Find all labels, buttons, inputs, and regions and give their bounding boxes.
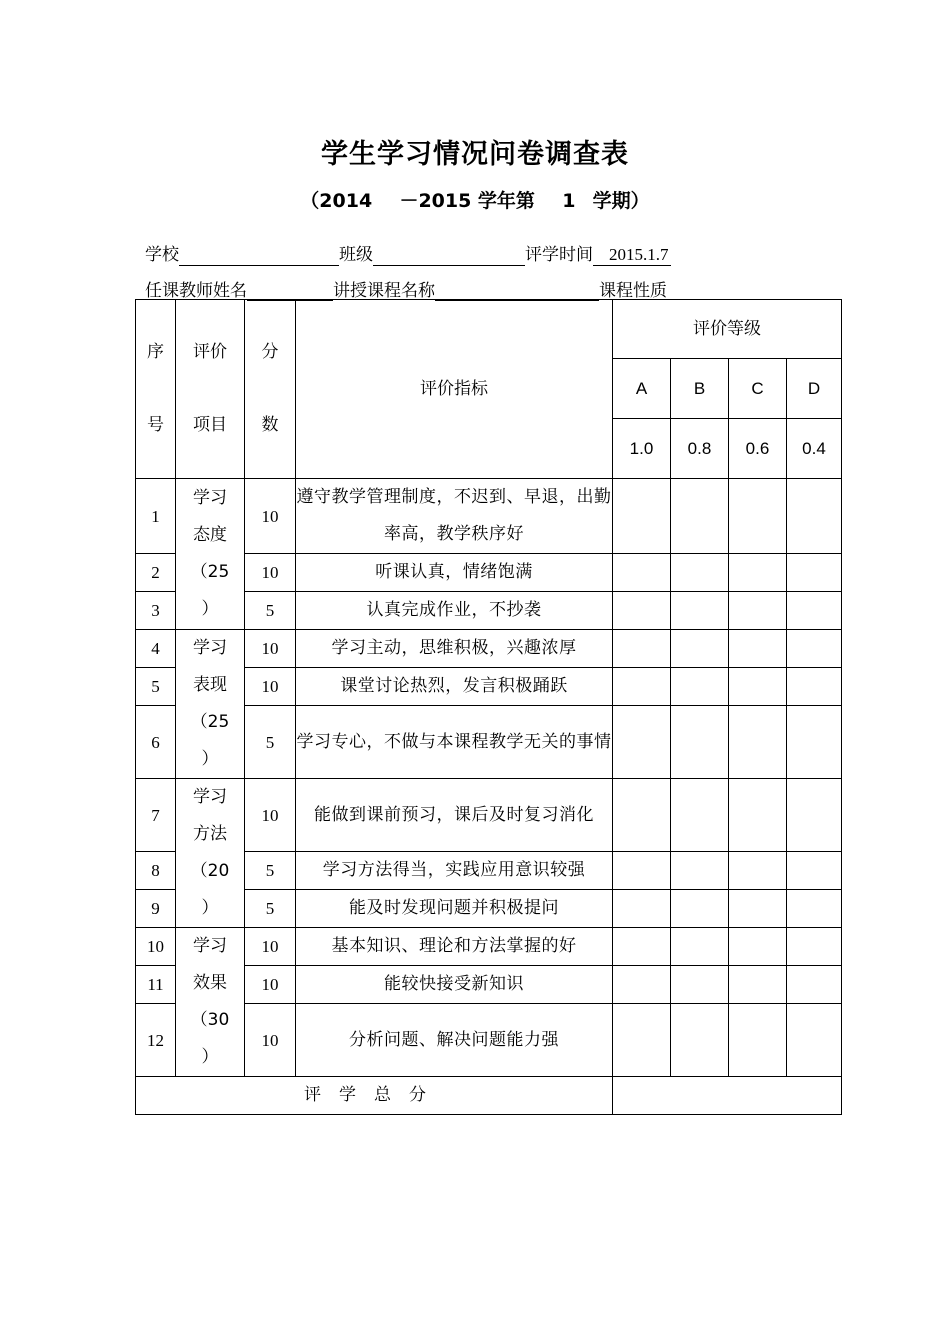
grade-cell-c[interactable] <box>729 1004 787 1077</box>
grade-cell-b[interactable] <box>671 668 729 706</box>
row-indicator: 学习专心，不做与本课程教学无关的事情 <box>296 706 613 779</box>
row-score: 10 <box>245 966 296 1004</box>
row-score: 5 <box>245 592 296 630</box>
grade-cell-b[interactable] <box>671 852 729 890</box>
grade-c: C <box>729 359 787 419</box>
grade-cell-c[interactable] <box>729 852 787 890</box>
class-label: 班级 <box>339 245 373 265</box>
grade-cell-d[interactable] <box>787 592 842 630</box>
grade-cell-b[interactable] <box>671 630 729 668</box>
grade-cell-b[interactable] <box>671 706 729 779</box>
row-score: 5 <box>245 706 296 779</box>
row-no: 3 <box>136 592 176 630</box>
row-indicator: 能做到课前预习，课后及时复习消化 <box>296 779 613 852</box>
grade-cell-c[interactable] <box>729 779 787 852</box>
grade-cell-a[interactable] <box>613 554 671 592</box>
row-indicator: 课堂讨论热烈，发言积极踊跃 <box>296 668 613 706</box>
class-field[interactable] <box>373 245 525 266</box>
subtitle-term: 1 <box>562 190 576 212</box>
evaluation-table <box>135 299 842 1115</box>
row-no: 7 <box>136 779 176 852</box>
row-score: 10 <box>245 554 296 592</box>
grade-cell-a[interactable] <box>613 779 671 852</box>
table-row <box>136 479 842 554</box>
date-field[interactable]: 2015.1.7 <box>593 245 671 266</box>
grade-cell-b[interactable] <box>671 779 729 852</box>
teacher-label: 任课教师姓名 <box>145 281 247 301</box>
grade-cell-c[interactable] <box>729 668 787 706</box>
total-score-cell[interactable] <box>613 1077 842 1115</box>
grade-b-value: 0.8 <box>671 419 729 479</box>
row-no: 5 <box>136 668 176 706</box>
grade-cell-c[interactable] <box>729 630 787 668</box>
header-score: 分 数 <box>245 300 296 479</box>
row-no: 11 <box>136 966 176 1004</box>
grade-cell-d[interactable] <box>787 852 842 890</box>
grade-cell-b[interactable] <box>671 479 729 554</box>
total-row <box>136 1077 842 1115</box>
row-indicator: 学习方法得当，实践应用意识较强 <box>296 852 613 890</box>
grade-a-value: 1.0 <box>613 419 671 479</box>
date-label: 评学时间 <box>525 245 593 265</box>
row-score: 10 <box>245 668 296 706</box>
grade-cell-c[interactable] <box>729 554 787 592</box>
row-score: 10 <box>245 779 296 852</box>
school-field[interactable] <box>179 245 339 266</box>
grade-cell-d[interactable] <box>787 479 842 554</box>
grade-cell-a[interactable] <box>613 1004 671 1077</box>
grade-cell-a[interactable] <box>613 668 671 706</box>
category-method: 学习 方法 （20 ） <box>176 779 245 928</box>
grade-cell-d[interactable] <box>787 890 842 928</box>
grade-cell-a[interactable] <box>613 890 671 928</box>
subtitle-close: 学期） <box>592 190 650 212</box>
grade-cell-b[interactable] <box>671 928 729 966</box>
grade-cell-a[interactable] <box>613 928 671 966</box>
grade-cell-c[interactable] <box>729 966 787 1004</box>
nature-label: 课程性质 <box>599 281 667 301</box>
grade-cell-a[interactable] <box>613 706 671 779</box>
teacher-field[interactable] <box>247 280 333 301</box>
row-no: 8 <box>136 852 176 890</box>
subtitle-year-end: －2015 学年第 <box>399 190 535 212</box>
category-effect: 学习 效果 （30 ） <box>176 928 245 1077</box>
grade-cell-a[interactable] <box>613 479 671 554</box>
grade-cell-c[interactable] <box>729 890 787 928</box>
info-line-2 <box>145 276 667 301</box>
row-indicator: 能较快接受新知识 <box>296 966 613 1004</box>
row-indicator: 学习主动，思维积极，兴趣浓厚 <box>296 630 613 668</box>
row-indicator: 听课认真，情绪饱满 <box>296 554 613 592</box>
grade-cell-c[interactable] <box>729 479 787 554</box>
row-indicator: 认真完成作业，不抄袭 <box>296 592 613 630</box>
grade-cell-a[interactable] <box>613 852 671 890</box>
term-subtitle <box>0 186 950 213</box>
row-no: 6 <box>136 706 176 779</box>
grade-cell-d[interactable] <box>787 966 842 1004</box>
total-label: 评学总分 <box>136 1077 613 1115</box>
grade-cell-d[interactable] <box>787 630 842 668</box>
row-no: 4 <box>136 630 176 668</box>
course-label: 讲授课程名称 <box>333 281 435 301</box>
grade-cell-d[interactable] <box>787 706 842 779</box>
grade-cell-c[interactable] <box>729 706 787 779</box>
grade-cell-b[interactable] <box>671 592 729 630</box>
grade-cell-d[interactable] <box>787 668 842 706</box>
header-item: 评价 项目 <box>176 300 245 479</box>
table-row <box>136 779 842 852</box>
category-attitude: 学习 态度 （25 ） <box>176 479 245 630</box>
row-no: 10 <box>136 928 176 966</box>
course-field[interactable] <box>435 280 599 301</box>
row-score: 10 <box>245 630 296 668</box>
page-title: 学生学习情况问卷调查表 <box>321 139 629 170</box>
grade-cell-b[interactable] <box>671 966 729 1004</box>
row-no: 2 <box>136 554 176 592</box>
header-indicator: 评价指标 <box>296 300 613 479</box>
grade-a: A <box>613 359 671 419</box>
grade-d-value: 0.4 <box>787 419 842 479</box>
grade-cell-c[interactable] <box>729 928 787 966</box>
category-performance: 学习 表现 （25 ） <box>176 630 245 779</box>
row-no: 12 <box>136 1004 176 1077</box>
table-row <box>136 630 842 668</box>
grade-c-value: 0.6 <box>729 419 787 479</box>
row-indicator: 遵守教学管理制度，不迟到、早退，出勤率高，教学秩序好 <box>296 479 613 554</box>
row-indicator: 基本知识、理论和方法掌握的好 <box>296 928 613 966</box>
info-line-1 <box>145 240 671 266</box>
grade-cell-b[interactable] <box>671 890 729 928</box>
header-grade: 评价等级 <box>613 300 842 359</box>
row-indicator: 分析问题、解决问题能力强 <box>296 1004 613 1077</box>
header-seq: 序 号 <box>136 300 176 479</box>
row-indicator: 能及时发现问题并积极提问 <box>296 890 613 928</box>
subtitle-year-start: （2014 <box>300 190 373 212</box>
row-score: 10 <box>245 479 296 554</box>
grade-cell-d[interactable] <box>787 1004 842 1077</box>
grade-cell-d[interactable] <box>787 928 842 966</box>
row-score: 10 <box>245 1004 296 1077</box>
grade-b: B <box>671 359 729 419</box>
row-no: 1 <box>136 479 176 554</box>
table-row <box>136 928 842 966</box>
row-no: 9 <box>136 890 176 928</box>
grade-cell-d[interactable] <box>787 779 842 852</box>
grade-cell-b[interactable] <box>671 554 729 592</box>
row-score: 5 <box>245 890 296 928</box>
grade-d: D <box>787 359 842 419</box>
grade-cell-a[interactable] <box>613 966 671 1004</box>
school-label: 学校 <box>145 245 179 265</box>
grade-cell-c[interactable] <box>729 592 787 630</box>
row-score: 10 <box>245 928 296 966</box>
grade-cell-d[interactable] <box>787 554 842 592</box>
grade-cell-a[interactable] <box>613 592 671 630</box>
grade-cell-a[interactable] <box>613 630 671 668</box>
row-score: 5 <box>245 852 296 890</box>
grade-cell-b[interactable] <box>671 1004 729 1077</box>
